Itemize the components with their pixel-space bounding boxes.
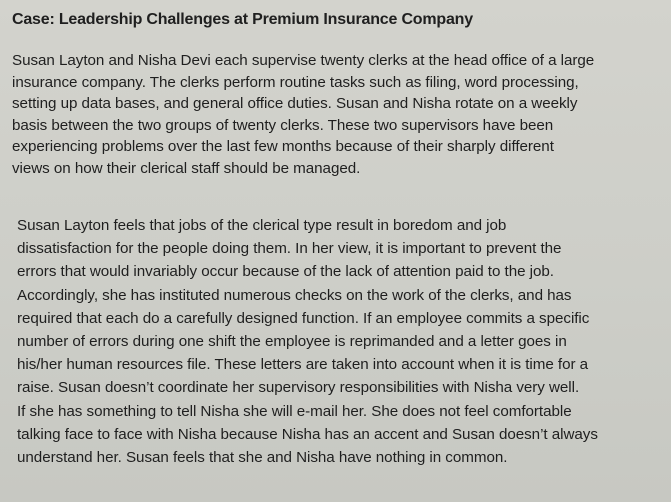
paragraph-line: required that each do a carefully designed function. If an employee commits a specific: [17, 309, 590, 327]
paragraph-line: understand her. Susan feels that she and Nisha have nothing in common.: [17, 449, 508, 467]
paragraph-1: [12, 50, 662, 180]
paragraph-line: Susan Layton feels that jobs of the clerical type result in boredom and job: [17, 217, 507, 234]
paragraph-line: basis between the two groups of twenty clerks. These two supervisors have been: [12, 116, 554, 134]
paragraph-line: raise. Susan doesn’t coordinate her supervisory responsibilities with Nisha very well.: [17, 379, 580, 397]
paragraph-line: Susan Layton and Nisha Devi each supervise twenty clerks at the head office of a large: [12, 52, 595, 69]
paragraph-line: talking face to face with Nisha because Nisha has an accent and Susan doesn’t always: [17, 425, 598, 443]
paragraph-line: his/her human resources file. These letters are taken into account when it is time for a: [17, 356, 589, 374]
paragraph-line: setting up data bases, and general office duties. Susan and Nisha rotate on a weekly: [12, 95, 578, 113]
paragraph-line: number of errors during one shift the employee is reprimanded and a letter goes in: [17, 333, 567, 351]
paragraph-line: dissatisfaction for the people doing them. In her view, it is important to prevent the: [17, 240, 562, 258]
paragraph-line: If she has something to tell Nisha she will e-mail her. She does not feel comfortable: [17, 402, 572, 420]
paragraph-line: experiencing problems over the last few months because of their sharply different: [12, 138, 554, 156]
paragraph-line: insurance company. The clerks perform routine tasks such as filing, word processing,: [12, 73, 579, 91]
paragraph-line: errors that would invariably occur because of the lack of attention paid to the job.: [17, 263, 554, 281]
paragraph-line: views on how their clerical staff should be managed.: [12, 159, 361, 177]
paragraph-2: [17, 214, 667, 469]
paragraph-line: Accordingly, she has instituted numerous checks on the work of the clerks, and has: [17, 286, 572, 304]
case-title: Case: Leadership Challenges at Premium Insurance Company: [12, 11, 473, 28]
